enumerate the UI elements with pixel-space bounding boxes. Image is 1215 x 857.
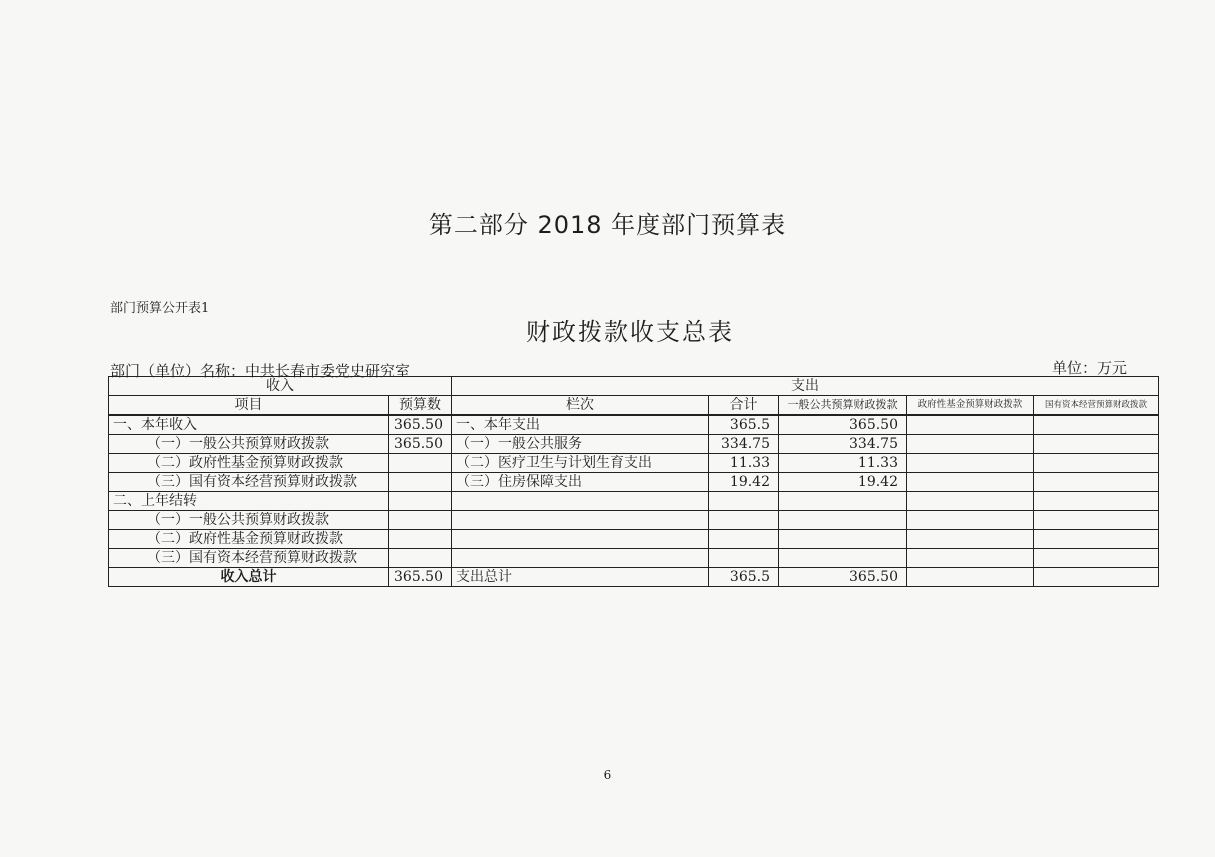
row-item: （三）国有资本经营预算财政拨款 — [109, 473, 389, 492]
row-general: 334.75 — [779, 435, 907, 454]
expense-total-value: 365.5 — [709, 568, 779, 587]
budget-table — [108, 376, 1159, 587]
table-row — [109, 530, 1159, 549]
table-row — [109, 415, 1159, 435]
item-header: 项目 — [109, 396, 389, 416]
row-item: （一）一般公共预算财政拨款 — [109, 511, 389, 530]
row-fund — [907, 511, 1034, 530]
row-budget — [389, 473, 452, 492]
row-general: 19.42 — [779, 473, 907, 492]
totals-row — [109, 568, 1159, 587]
row-fund — [907, 415, 1034, 435]
row-category: （三）住房保障支出 — [452, 473, 709, 492]
category-header: 栏次 — [452, 396, 709, 416]
row-general — [779, 511, 907, 530]
department-name: 部门（单位）名称：中共长春市委党史研究室 — [110, 362, 411, 380]
row-fund — [907, 473, 1034, 492]
state-capital-header: 国有资本经营预算财政拨款 — [1034, 396, 1159, 416]
row-capital — [1034, 415, 1159, 435]
row-capital — [1034, 511, 1159, 530]
row-total — [709, 530, 779, 549]
row-fund — [907, 549, 1034, 568]
expense-total-label: 支出总计 — [452, 568, 709, 587]
row-category — [452, 492, 709, 511]
row-total: 365.5 — [709, 415, 779, 435]
budget-amount-header: 预算数 — [389, 396, 452, 416]
row-capital — [1034, 492, 1159, 511]
row-general — [779, 530, 907, 549]
table-title: 财政拨款收支总表 — [526, 318, 734, 346]
row-budget — [389, 511, 452, 530]
row-fund — [907, 454, 1034, 473]
row-total: 334.75 — [709, 435, 779, 454]
row-capital — [1034, 530, 1159, 549]
page-number: 6 — [603, 768, 612, 782]
row-category — [452, 530, 709, 549]
row-category: 一、本年支出 — [452, 415, 709, 435]
income-total-value: 365.50 — [389, 568, 452, 587]
row-category — [452, 549, 709, 568]
expense-total-general: 365.50 — [779, 568, 907, 587]
header-row-main — [109, 377, 1159, 396]
table-row — [109, 435, 1159, 454]
expense-total-fund — [907, 568, 1034, 587]
row-fund — [907, 435, 1034, 454]
row-capital — [1034, 549, 1159, 568]
row-capital — [1034, 454, 1159, 473]
row-item: （二）政府性基金预算财政拨款 — [109, 454, 389, 473]
row-category — [452, 511, 709, 530]
row-budget — [389, 549, 452, 568]
row-category: （一）一般公共服务 — [452, 435, 709, 454]
row-item: 二、上年结转 — [109, 492, 389, 511]
row-item: （一）一般公共预算财政拨款 — [109, 435, 389, 454]
general-public-header: 一般公共预算财政拨款 — [779, 396, 907, 416]
row-budget — [389, 492, 452, 511]
row-general — [779, 492, 907, 511]
gov-fund-header: 政府性基金预算财政拨款 — [907, 396, 1034, 416]
row-item: （三）国有资本经营预算财政拨款 — [109, 549, 389, 568]
table-code: 部门预算公开表1 — [110, 301, 210, 316]
row-fund — [907, 530, 1034, 549]
row-total — [709, 511, 779, 530]
row-total — [709, 492, 779, 511]
income-total-label: 收入总计 — [109, 568, 389, 587]
row-total: 11.33 — [709, 454, 779, 473]
row-general: 365.50 — [779, 415, 907, 435]
income-header: 收入 — [109, 377, 452, 396]
table-row — [109, 492, 1159, 511]
page-title: 第二部分 2018 年度部门预算表 — [428, 211, 787, 239]
row-total: 19.42 — [709, 473, 779, 492]
expense-total-capital — [1034, 568, 1159, 587]
row-category: （二）医疗卫生与计划生育支出 — [452, 454, 709, 473]
table-row — [109, 473, 1159, 492]
table-row — [109, 511, 1159, 530]
header-row-sub — [109, 396, 1159, 416]
row-budget: 365.50 — [389, 415, 452, 435]
row-capital — [1034, 435, 1159, 454]
row-budget: 365.50 — [389, 435, 452, 454]
row-general — [779, 549, 907, 568]
row-capital — [1034, 473, 1159, 492]
row-fund — [907, 492, 1034, 511]
table-row — [109, 454, 1159, 473]
expense-header: 支出 — [452, 377, 1159, 396]
row-total — [709, 549, 779, 568]
row-item: 一、本年收入 — [109, 415, 389, 435]
row-budget — [389, 454, 452, 473]
total-header: 合计 — [709, 396, 779, 416]
row-general: 11.33 — [779, 454, 907, 473]
unit-label: 单位：万元 — [1052, 359, 1128, 377]
table-row — [109, 549, 1159, 568]
row-budget — [389, 530, 452, 549]
row-item: （二）政府性基金预算财政拨款 — [109, 530, 389, 549]
